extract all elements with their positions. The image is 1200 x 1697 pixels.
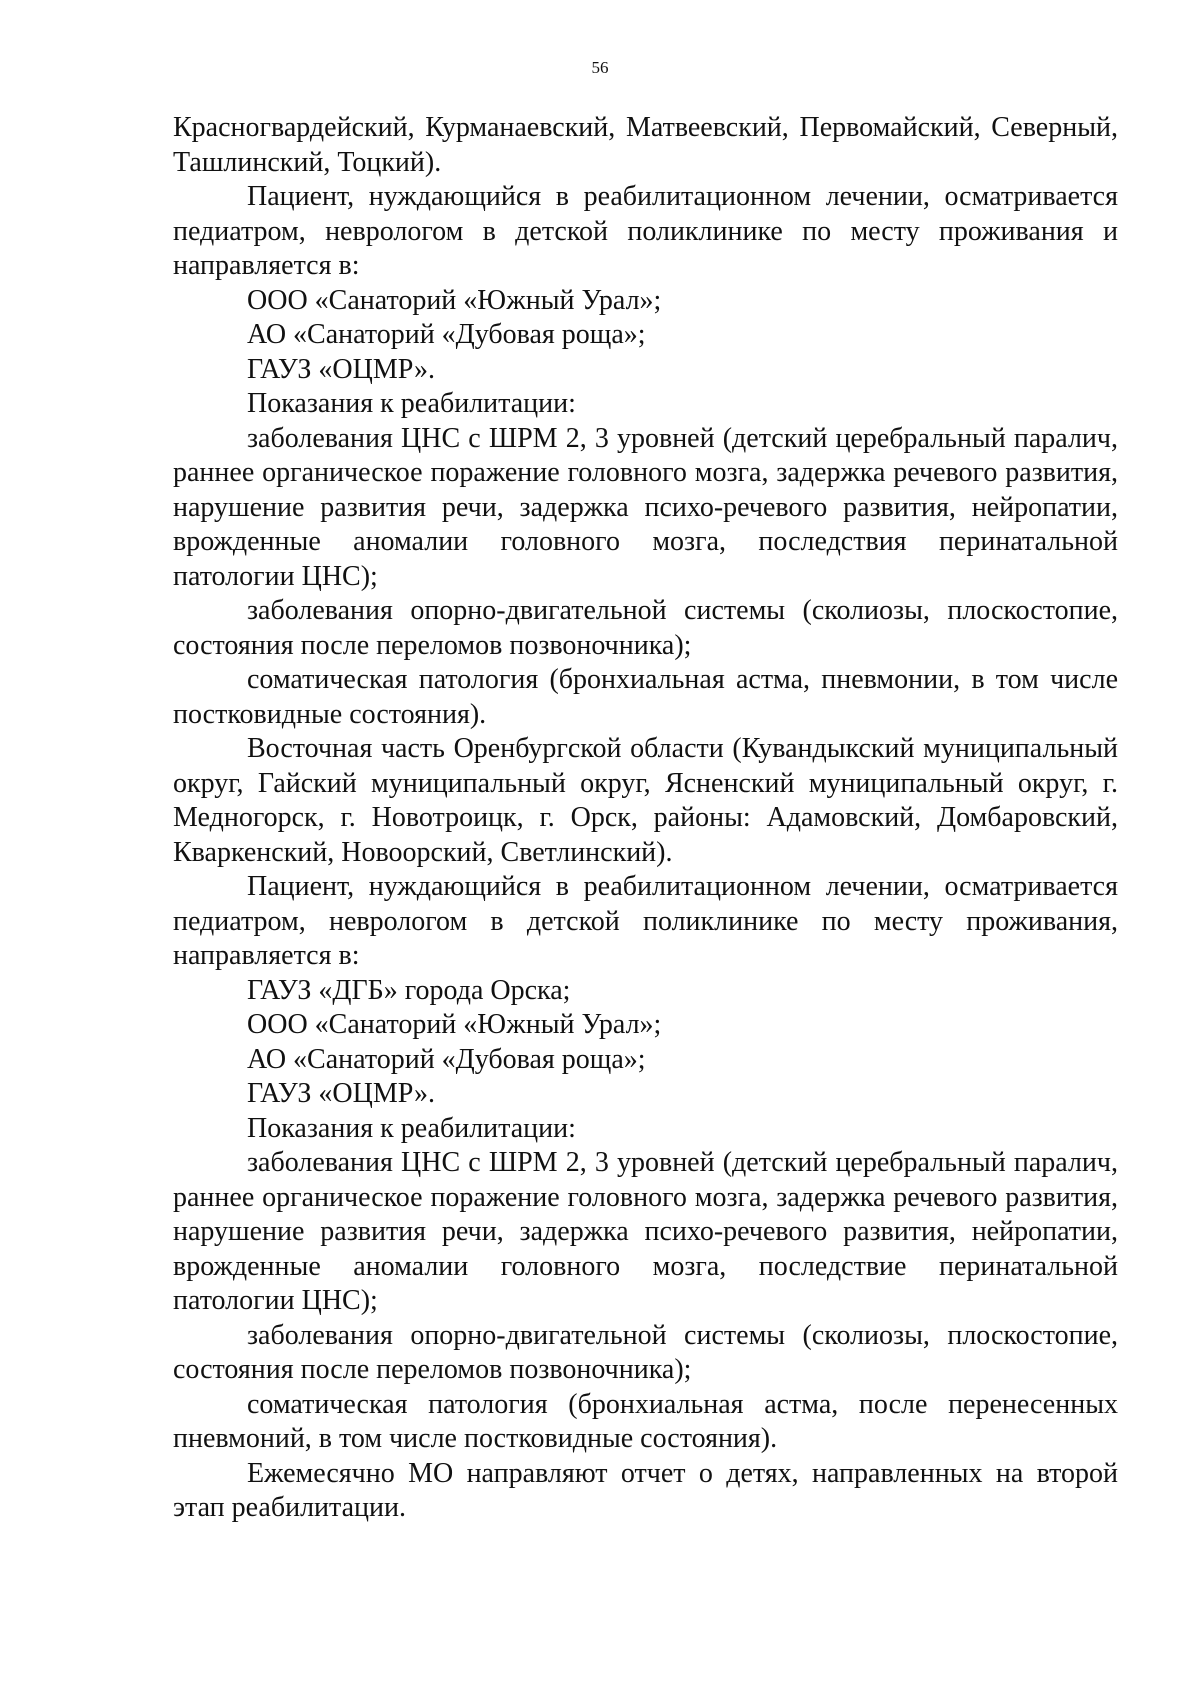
list-item: заболевания опорно-двигательной системы (сколиозы, плоскостопие, состояния после переломов позвоночника); bbox=[173, 1319, 1118, 1385]
paragraph: Восточная часть Оренбургской области (Кувандыкский муниципальный округ, Гайский муниципальный округ, Ясненский муниципальный округ, г. Медногорск, г. Новотроицк, г. Орск, районы: Адамовский, Домбаровский, Кваркенский, Новоорский, Светлинский). bbox=[173, 733, 1118, 868]
list-item: АО «Санаторий «Дубовая роща»; bbox=[247, 319, 646, 350]
list-item: АО «Санаторий «Дубовая роща»; bbox=[247, 1043, 646, 1075]
list-item: заболевания ЦНС с ШРМ 2, 3 уровней (детский церебральный паралич, раннее органическое поражение головного мозга, задержка речевого развития, нарушение развития речи, задержка психо-речевого развития, нейропатии, врожденные аномалии головного мозга, последствие перинатальной патологии ЦНС); bbox=[173, 1147, 1118, 1316]
paragraph: Пациент, нуждающийся в реабилитационном лечении, осматривается педиатром, неврологом в детской поликлинике по месту проживания и направляется в: bbox=[173, 181, 1118, 281]
paragraph: Показания к реабилитации: bbox=[247, 1112, 576, 1144]
paragraph: Показания к реабилитации: bbox=[247, 388, 576, 419]
list-item: ГАУЗ «ОЦМР». bbox=[247, 1078, 435, 1109]
paragraph: Ежемесячно МО направляют отчет о детях, направленных на второй этап реабилитации. bbox=[173, 1457, 1118, 1523]
page-number: 56 bbox=[591, 58, 609, 77]
document-body bbox=[173, 111, 1118, 1526]
list-item: соматическая патология (бронхиальная астма, после перенесенных пневмоний, в том числе постковидные состояния). bbox=[173, 1388, 1118, 1454]
list-item: соматическая патология (бронхиальная астма, пневмонии, в том числе постковидные состояния). bbox=[173, 664, 1118, 730]
list-item: ООО «Санаторий «Южный Урал»; bbox=[247, 1009, 662, 1040]
paragraph: Пациент, нуждающийся в реабилитационном лечении, осматривается педиатром, неврологом в детской поликлинике по месту проживания, направляется в: bbox=[173, 871, 1118, 971]
list-item: заболевания опорно-двигательной системы (сколиозы, плоскостопие, состояния после переломов позвоночника); bbox=[173, 595, 1118, 661]
list-item: ГАУЗ «ДГБ» города Орска; bbox=[247, 974, 571, 1006]
list-item: ГАУЗ «ОЦМР». bbox=[247, 353, 435, 385]
list-item: ООО «Санаторий «Южный Урал»; bbox=[247, 284, 662, 316]
list-item: заболевания ЦНС с ШРМ 2, 3 уровней (детский церебральный паралич, раннее органическое поражение головного мозга, задержка речевого развития, нарушение развития речи, задержка психо-речевого развития, нейропатии, врожденные аномалии головного мозга, последствия перинатальной патологии ЦНС); bbox=[173, 422, 1118, 592]
paragraph: Красногвардейский, Курманаевский, Матвеевский, Первомайский, Северный, Ташлинский, Тоцкий). bbox=[173, 112, 1118, 178]
